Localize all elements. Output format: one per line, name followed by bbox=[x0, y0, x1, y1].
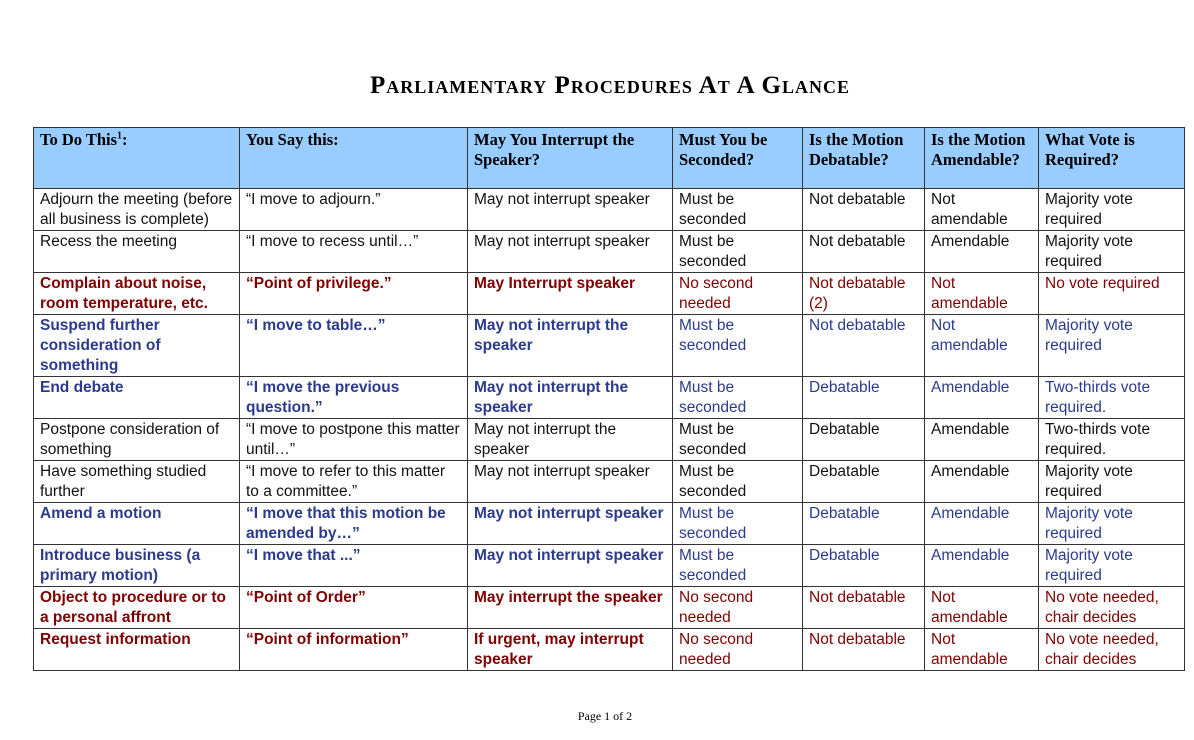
cell-seconded: Must be seconded bbox=[673, 231, 803, 273]
table-row bbox=[34, 461, 1185, 503]
cell-amendable: Amendable bbox=[925, 461, 1039, 503]
cell-vote: Two-thirds vote required. bbox=[1039, 419, 1185, 461]
cell-you-say: “I move to recess until…” bbox=[240, 231, 468, 273]
cell-seconded: Must be seconded bbox=[673, 189, 803, 231]
cell-vote: No vote required bbox=[1039, 273, 1185, 315]
cell-you-say: “Point of Order” bbox=[240, 587, 468, 629]
header-to-do-this-label: To Do This bbox=[40, 130, 118, 149]
cell-seconded: No second needed bbox=[673, 629, 803, 671]
header-you-say-this: You Say this: bbox=[240, 128, 468, 189]
cell-seconded: No second needed bbox=[673, 587, 803, 629]
cell-vote: Majority vote required bbox=[1039, 189, 1185, 231]
cell-to-do: End debate bbox=[34, 377, 240, 419]
cell-you-say: “I move to postpone this matter until…” bbox=[240, 419, 468, 461]
cell-to-do: Object to procedure or to a personal affront bbox=[34, 587, 240, 629]
cell-seconded: Must be seconded bbox=[673, 377, 803, 419]
table-row bbox=[34, 545, 1185, 587]
cell-interrupt: May interrupt the speaker bbox=[468, 587, 673, 629]
cell-debatable: Not debatable bbox=[803, 587, 925, 629]
cell-to-do: Introduce business (a primary motion) bbox=[34, 545, 240, 587]
cell-vote: Two-thirds vote required. bbox=[1039, 377, 1185, 419]
cell-amendable: Not amendable bbox=[925, 189, 1039, 231]
cell-debatable: Debatable bbox=[803, 545, 925, 587]
cell-amendable: Amendable bbox=[925, 419, 1039, 461]
table-row bbox=[34, 273, 1185, 315]
cell-interrupt: May not interrupt speaker bbox=[468, 503, 673, 545]
cell-vote: Majority vote required bbox=[1039, 545, 1185, 587]
cell-seconded: Must be seconded bbox=[673, 503, 803, 545]
header-colon: : bbox=[122, 130, 128, 149]
cell-you-say: “I move that ...” bbox=[240, 545, 468, 587]
cell-interrupt: May not interrupt the speaker bbox=[468, 419, 673, 461]
cell-interrupt: If urgent, may interrupt speaker bbox=[468, 629, 673, 671]
cell-interrupt: May not interrupt speaker bbox=[468, 545, 673, 587]
cell-debatable: Not debatable bbox=[803, 629, 925, 671]
cell-you-say: “I move to refer to this matter to a committee.” bbox=[240, 461, 468, 503]
cell-seconded: No second needed bbox=[673, 273, 803, 315]
cell-debatable: Not debatable bbox=[803, 315, 925, 377]
cell-debatable: Not debatable (2) bbox=[803, 273, 925, 315]
cell-debatable: Debatable bbox=[803, 377, 925, 419]
cell-amendable: Amendable bbox=[925, 231, 1039, 273]
header-vote: What Vote is Required? bbox=[1039, 128, 1185, 189]
cell-interrupt: May not interrupt the speaker bbox=[468, 377, 673, 419]
cell-seconded: Must be seconded bbox=[673, 419, 803, 461]
cell-debatable: Not debatable bbox=[803, 189, 925, 231]
table-row bbox=[34, 189, 1185, 231]
cell-interrupt: May not interrupt speaker bbox=[468, 461, 673, 503]
cell-vote: Majority vote required bbox=[1039, 231, 1185, 273]
table-row bbox=[34, 503, 1185, 545]
cell-to-do: Request information bbox=[34, 629, 240, 671]
cell-vote: No vote needed, chair decides bbox=[1039, 629, 1185, 671]
procedures-table bbox=[33, 127, 1185, 671]
cell-to-do: Have something studied further bbox=[34, 461, 240, 503]
table-row bbox=[34, 377, 1185, 419]
cell-debatable: Debatable bbox=[803, 503, 925, 545]
cell-amendable: Amendable bbox=[925, 503, 1039, 545]
cell-amendable: Not amendable bbox=[925, 587, 1039, 629]
cell-vote: Majority vote required bbox=[1039, 315, 1185, 377]
cell-vote: No vote needed, chair decides bbox=[1039, 587, 1185, 629]
cell-to-do: Adjourn the meeting (before all business is complete) bbox=[34, 189, 240, 231]
cell-interrupt: May not interrupt the speaker bbox=[468, 315, 673, 377]
cell-interrupt: May not interrupt speaker bbox=[468, 231, 673, 273]
cell-to-do: Postpone consideration of something bbox=[34, 419, 240, 461]
cell-to-do: Recess the meeting bbox=[34, 231, 240, 273]
header-seconded: Must You be Seconded? bbox=[673, 128, 803, 189]
cell-debatable: Debatable bbox=[803, 461, 925, 503]
cell-seconded: Must be seconded bbox=[673, 461, 803, 503]
cell-seconded: Must be seconded bbox=[673, 545, 803, 587]
cell-vote: Majority vote required bbox=[1039, 503, 1185, 545]
table-row bbox=[34, 587, 1185, 629]
table-row bbox=[34, 231, 1185, 273]
table-row bbox=[34, 419, 1185, 461]
cell-interrupt: May Interrupt speaker bbox=[468, 273, 673, 315]
table-header-row bbox=[34, 128, 1185, 189]
cell-you-say: “I move to adjourn.” bbox=[240, 189, 468, 231]
header-interrupt: May You Interrupt the Speaker? bbox=[468, 128, 673, 189]
cell-amendable: Not amendable bbox=[925, 273, 1039, 315]
cell-debatable: Debatable bbox=[803, 419, 925, 461]
header-to-do-this bbox=[34, 128, 240, 189]
cell-vote: Majority vote required bbox=[1039, 461, 1185, 503]
cell-you-say: “Point of privilege.” bbox=[240, 273, 468, 315]
cell-debatable: Not debatable bbox=[803, 231, 925, 273]
footnote-marker: 1 bbox=[117, 130, 123, 142]
table-row bbox=[34, 315, 1185, 377]
cell-to-do: Suspend further consideration of something bbox=[34, 315, 240, 377]
cell-amendable: Not amendable bbox=[925, 315, 1039, 377]
table-row bbox=[34, 629, 1185, 671]
cell-you-say: “I move the previous question.” bbox=[240, 377, 468, 419]
cell-amendable: Amendable bbox=[925, 377, 1039, 419]
cell-you-say: “Point of information” bbox=[240, 629, 468, 671]
header-amendable: Is the Motion Amendable? bbox=[925, 128, 1039, 189]
cell-to-do: Amend a motion bbox=[34, 503, 240, 545]
page-number: Page 1 of 2 bbox=[577, 709, 633, 723]
cell-interrupt: May not interrupt speaker bbox=[468, 189, 673, 231]
cell-you-say: “I move to table…” bbox=[240, 315, 468, 377]
cell-amendable: Amendable bbox=[925, 545, 1039, 587]
cell-amendable: Not amendable bbox=[925, 629, 1039, 671]
cell-you-say: “I move that this motion be amended by…” bbox=[240, 503, 468, 545]
page-title: Parliamentary Procedures At A Glance bbox=[369, 72, 851, 99]
cell-to-do: Complain about noise, room temperature, etc. bbox=[34, 273, 240, 315]
header-debatable: Is the Motion Debatable? bbox=[803, 128, 925, 189]
cell-seconded: Must be seconded bbox=[673, 315, 803, 377]
